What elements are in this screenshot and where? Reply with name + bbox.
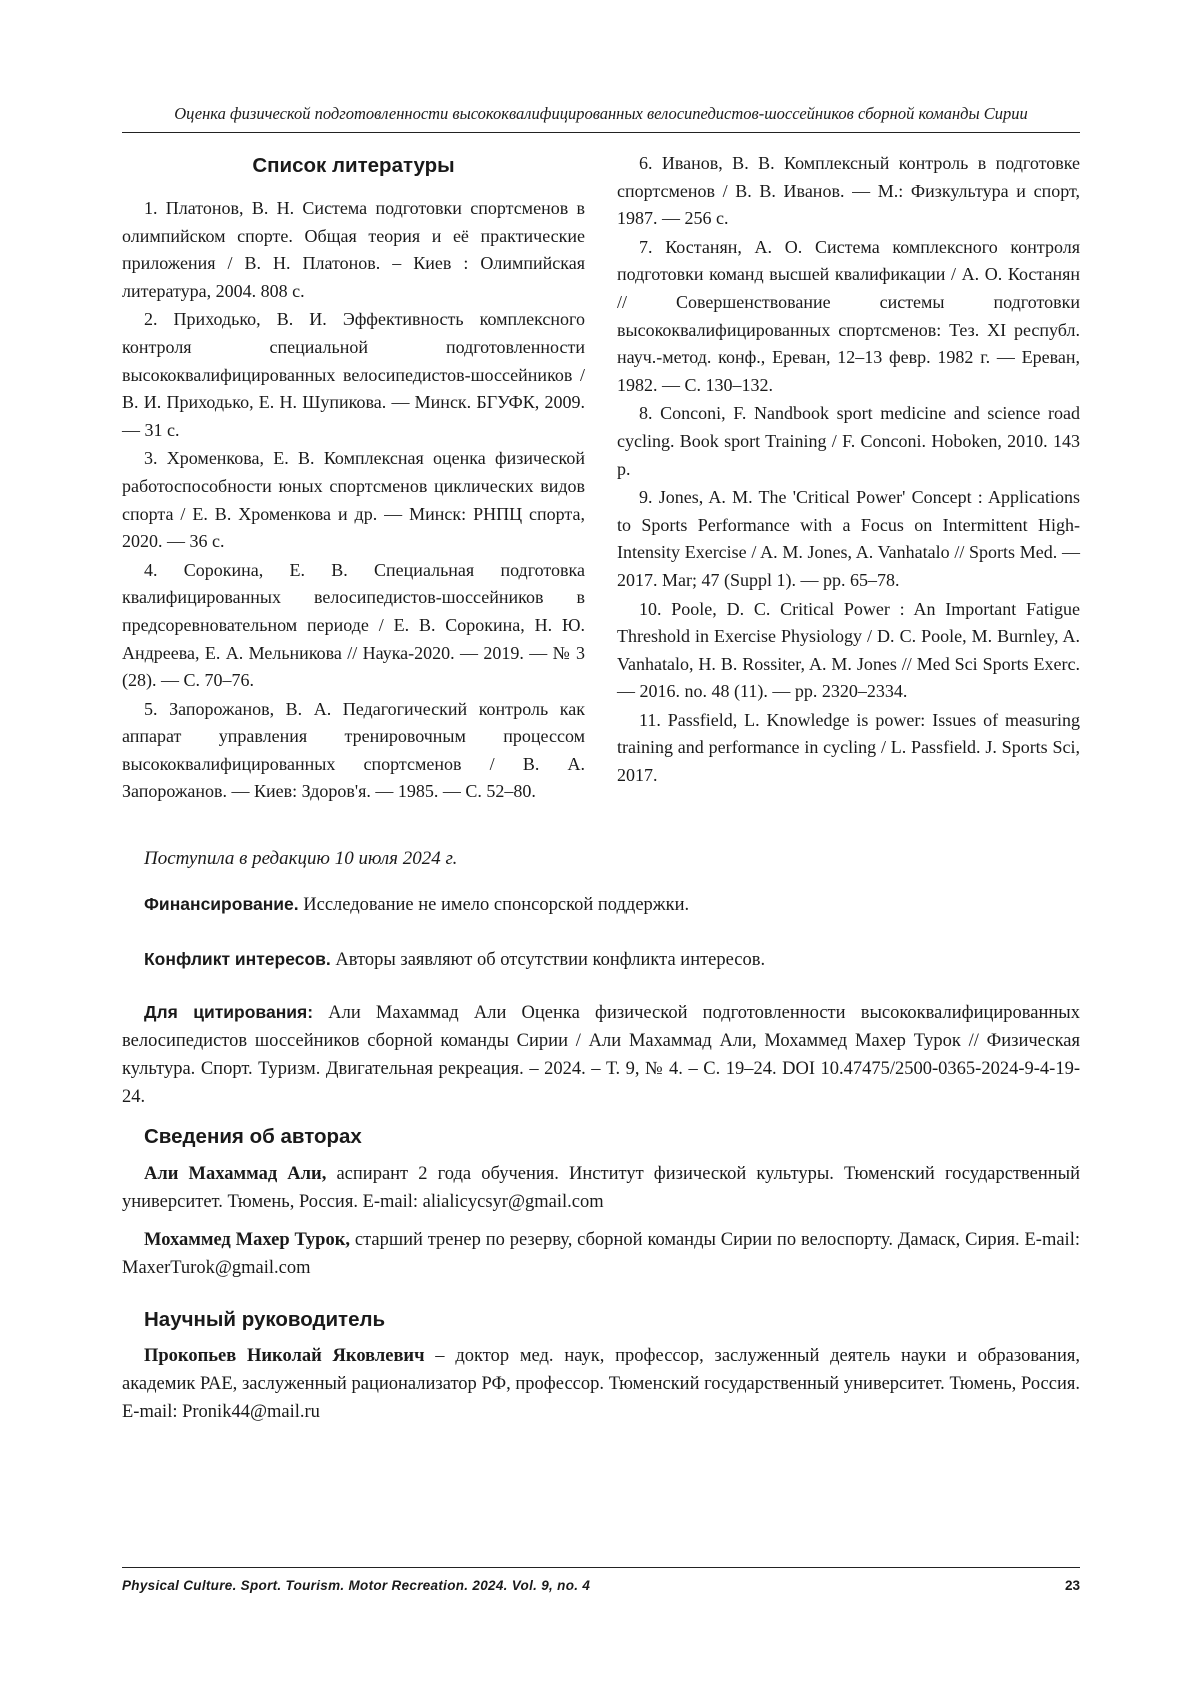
supervisor-entry	[122, 1342, 1080, 1426]
supervisor-name: Прокопьев Николай Яковлевич	[144, 1346, 425, 1366]
supervisor-title: Научный руководитель	[144, 1308, 386, 1331]
page-number: 23	[1064, 1578, 1080, 1593]
conflict-statement	[122, 945, 1080, 974]
reference-item: 1. Платонов, В. Н. Система подготовки спортсменов в олимпийском спорте. Общая теория и её практические приложения / В. Н. Платонов. – Киев : Олимпийская литература, 2004. 808 с.	[122, 198, 585, 301]
author-entry	[122, 1226, 1080, 1282]
reference-item: 10. Poole, D. C. Critical Power : An Important Fatigue Threshold in Exercise Physiology / D. C. Poole, M. Burnley, A. Vanhatalo, H. B. Rossiter, A. M. Jones // Med Sci Sports Exerc. — 2016. no. 48 (11). — pp. 2320–2334.	[617, 598, 1080, 702]
conflict-text: Авторы заявляют об отсутствии конфликта интересов.	[330, 950, 766, 970]
supervisor-info: – доктор мед. наук, профессор, заслуженный деятель науки и образования, академик РАЕ, заслуженный рационализатор РФ, профессор. Тюменский государственный университет. Тюмень, Россия. E-mail: Pronik44@mail.ru	[122, 1346, 1080, 1422]
reference-item: 3. Хроменкова, Е. В. Комплексная оценка физической работоспособности юных спортсменов циклических видов спорта / Е. В. Хроменкова и др. — Минск: РНПЦ спорта, 2020. — 36 с.	[122, 448, 585, 552]
author-info: старший тренер по резерву, сборной команды Сирии по велоспорту. Дамаск, Сирия. E-mail: MaxerTurok@gmail.com	[122, 1230, 1080, 1278]
reference-item: 11. Passfield, L. Knowledge is power: Issues of measuring training and performance in cycling / L. Passfield. J. Sports Sci, 2017.	[617, 709, 1080, 786]
author-info: аспирант 2 года обучения. Институт физической культуры. Тюменский государственный университет. Тюмень, Россия. E-mail: alialicycsyr@gmail.com	[122, 1164, 1080, 1212]
footer-rule	[122, 1567, 1080, 1568]
references-title: Список литературы	[252, 154, 455, 177]
citation-text: Али Махаммад Али Оценка физической подготовленности высококвалифицированных велосипедистов шоссейников сборной команды Сирии / Али Махаммад Али, Мохаммед Махер Турок // Физическая культура. Спорт. Туризм. Двигательная рекреация. – 2024. – Т. 9, № 4. – С. 19–24. DOI 10.47475/2500-0365-2024-9-4-19-24.	[122, 1003, 1080, 1107]
citation-label: Для цитирования:	[144, 1002, 314, 1022]
funding-statement	[122, 890, 1080, 919]
reference-item: 9. Jones, A. M. The 'Critical Power' Concept : Applications to Sports Performance with a Focus on Intermittent High-Intensity Exercise / A. M. Jones, A. Vanhatalo // Sports Med. — 2017. Mar; 47 (Suppl 1). — pp. 65–78.	[617, 487, 1080, 590]
page	[122, 0, 1080, 1697]
author-name: Али Махаммад Али,	[144, 1164, 327, 1184]
reference-item: 4. Сорокина, Е. В. Специальная подготовка квалифицированных велосипедистов-шоссейников в предсоревновательном периоде / Е. В. Сорокина, Н. Ю. Андреева, Е. А. Мельникова // Наука-2020. — 2019. — № 3 (28). — С. 70–76.	[122, 559, 585, 691]
references-left-column	[122, 150, 585, 807]
funding-label: Финансирование.	[144, 894, 299, 914]
header-rule	[122, 132, 1080, 133]
reference-item: 2. Приходько, В. И. Эффективность комплексного контроля специальной подготовленности высококвалифицированных велосипедистов-шоссейников / В. И. Приходько, Е. Н. Шупикова. — Минск. БГУФК, 2009. — 31 с.	[122, 309, 585, 440]
conflict-label: Конфликт интересов.	[144, 949, 331, 969]
reference-item: 6. Иванов, В. В. Комплексный контроль в подготовке спортсменов / В. В. Иванов. — М.: Физкультура и спорт, 1987. — 256 с.	[617, 153, 1080, 229]
author-entry	[122, 1160, 1080, 1216]
reference-item: 7. Костанян, А. О. Система комплексного контроля подготовки команд высшей квалификации / А. О. Костанян // Совершенствование системы подготовки высококвалифицированных спортсменов: Тез. XI республ. науч.-метод. конф., Ереван, 12–13 февр. 1982 г. — Ереван, 1982. — С. 130–132.	[617, 236, 1080, 395]
footer-journal: Physical Culture. Sport. Tourism. Motor Recreation. 2024. Vol. 9, no. 4	[122, 1578, 591, 1593]
received-date: Поступила в редакцию 10 июля 2024 г.	[144, 848, 458, 869]
reference-item: 5. Запорожанов, В. А. Педагогический контроль как аппарат управления тренировочным процессом высококвалифицированных спортсменов / В. А. Запорожанов. — Киев: Здоров'я. — 1985. — С. 52–80.	[122, 698, 585, 802]
citation-statement	[122, 998, 1080, 1111]
authors-title: Сведения об авторах	[144, 1125, 362, 1148]
author-name: Мохаммед Махер Турок,	[144, 1230, 350, 1250]
reference-item: 8. Conconi, F. Nandbook sport medicine and science road cycling. Book sport Training / F. Conconi. Hoboken, 2010. 143 p.	[617, 403, 1080, 479]
running-head: Оценка физической подготовленности высококвалифицированных велосипедистов-шоссейников сборной команды Сирии	[174, 104, 1028, 123]
references-right-column	[617, 150, 1080, 791]
funding-text: Исследование не имело спонсорской поддержки.	[298, 895, 690, 915]
